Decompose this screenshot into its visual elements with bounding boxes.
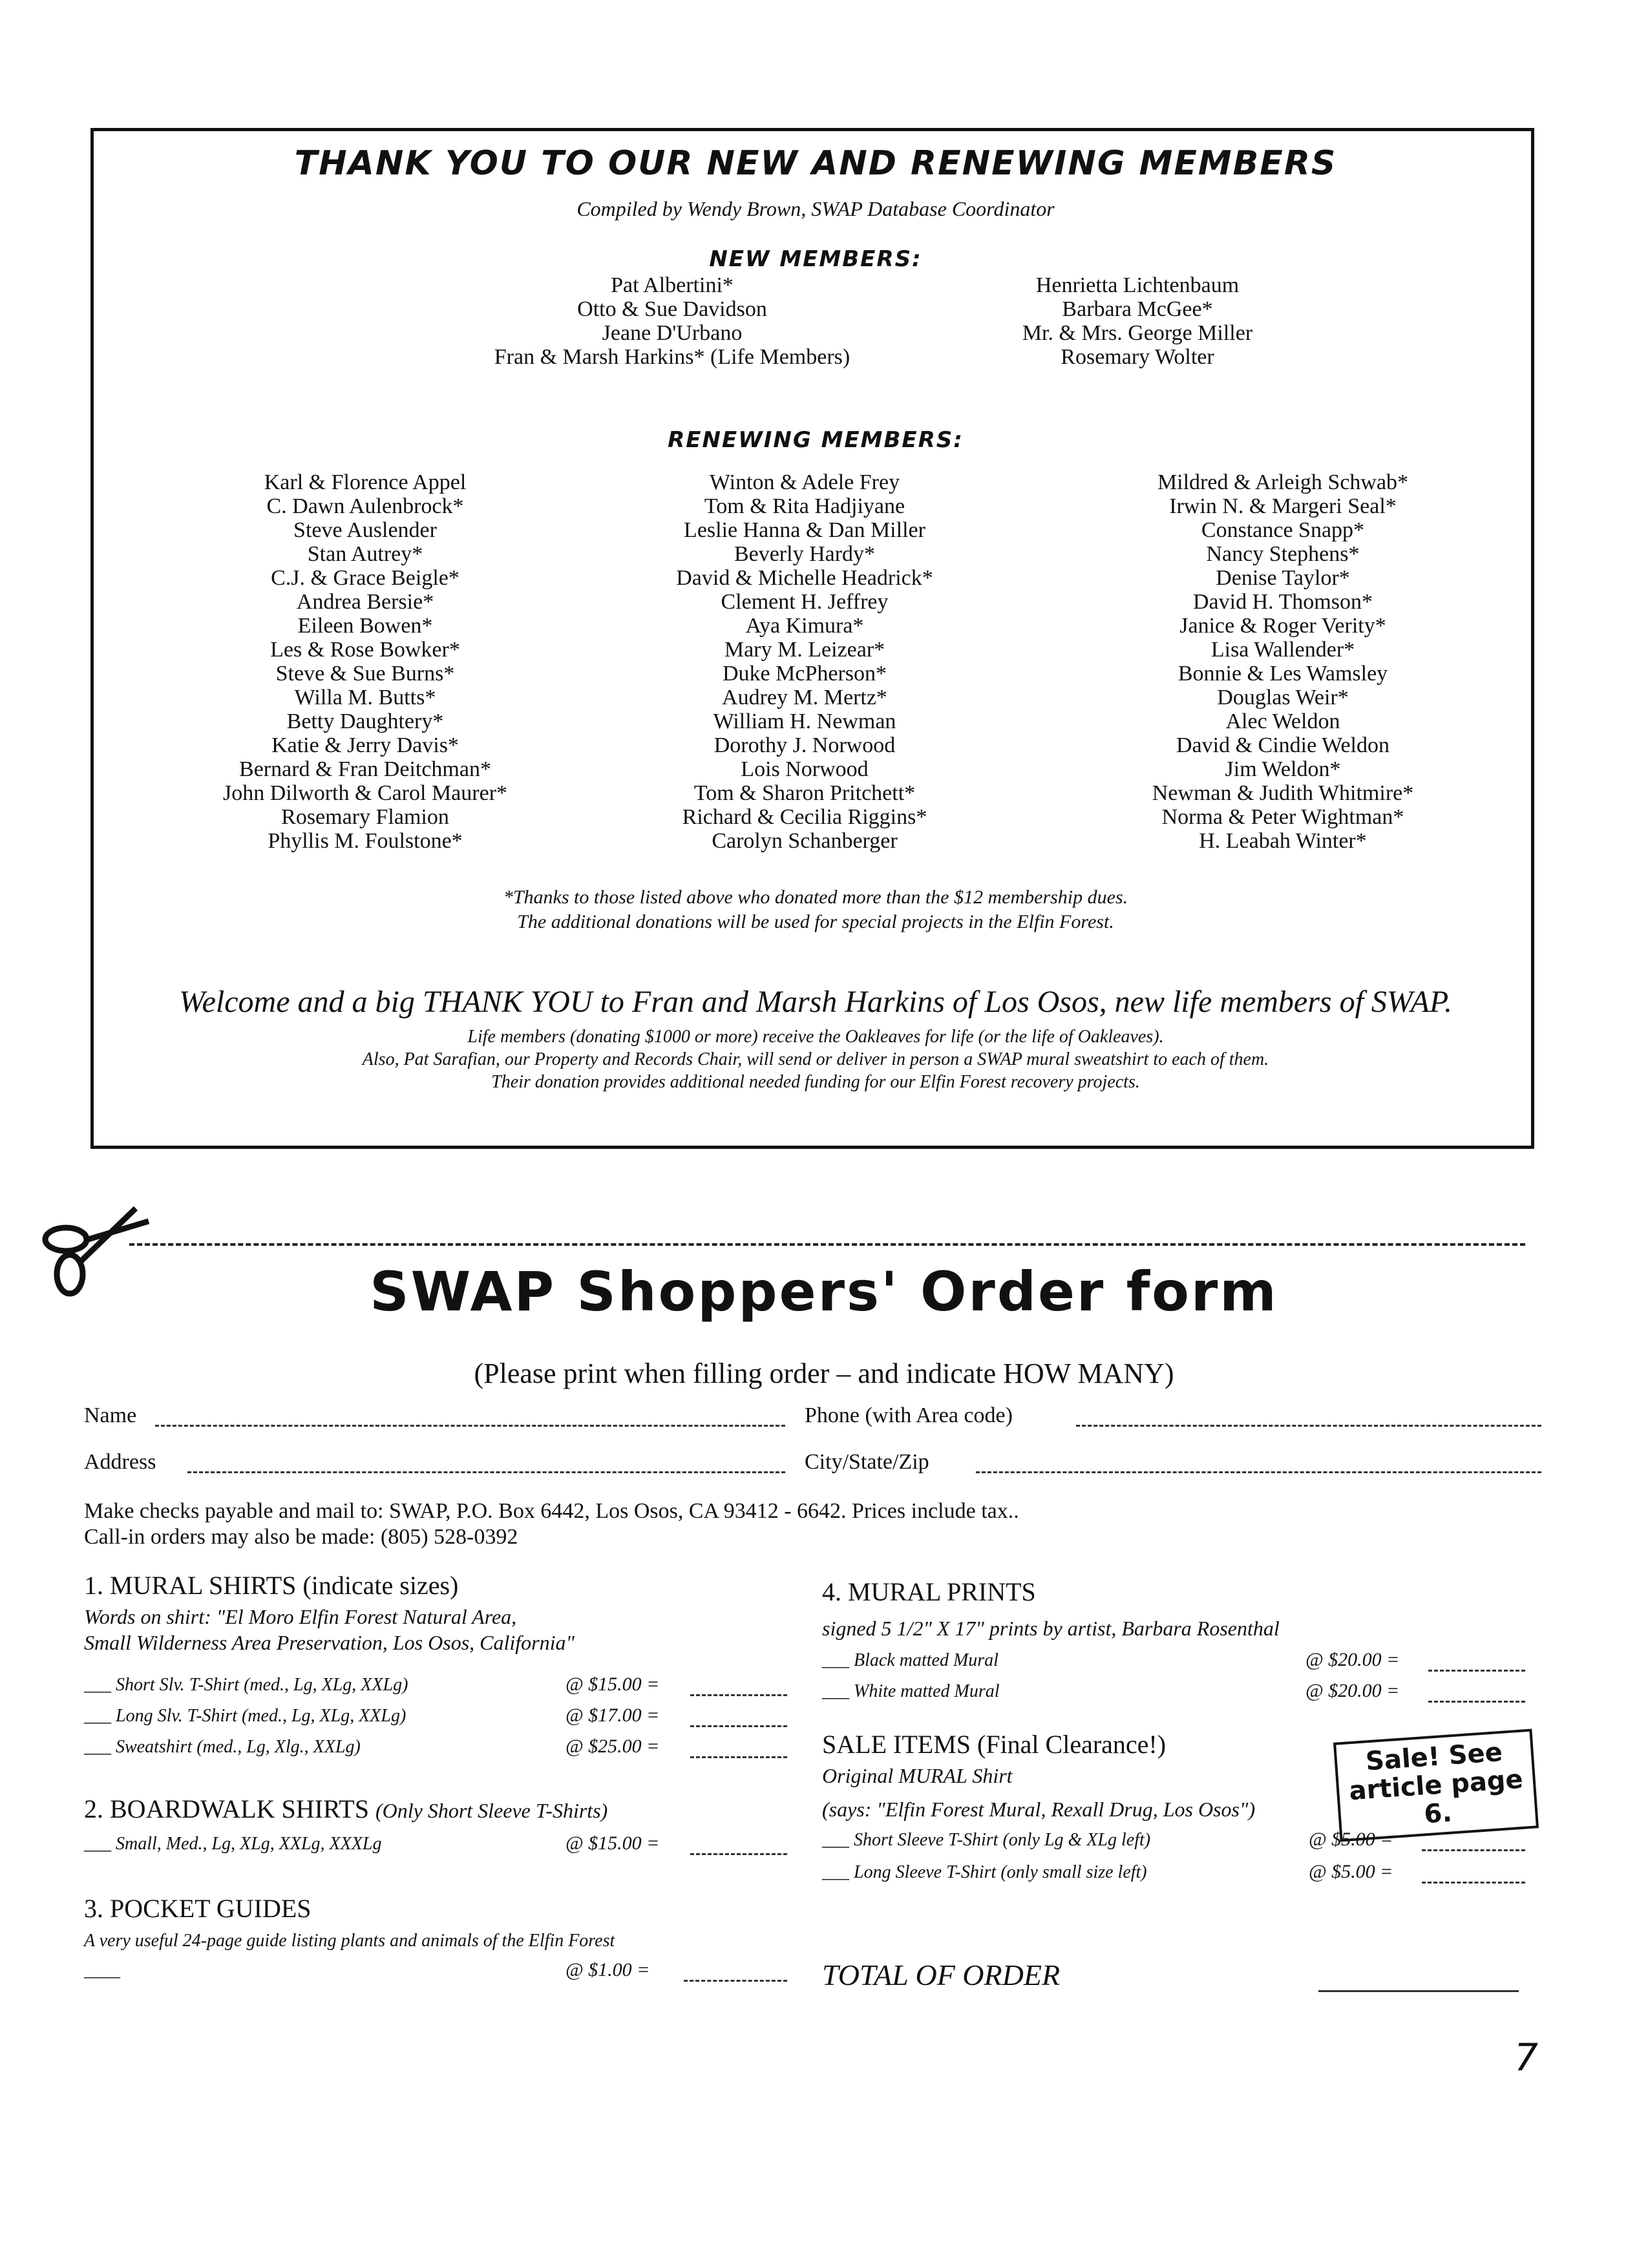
list-item: C. Dawn Aulenbrock* [266, 494, 464, 518]
checks-info: Make checks payable and mail to: SWAP, P.O. Box 6442, Los Osos, CA 93412 - 6642. Prices include tax.. [84, 1499, 1019, 1523]
list-item: Duke McPherson* [722, 662, 887, 686]
list-item: Nancy Stephens* [1206, 542, 1360, 566]
list-item: John Dilworth & Carol Maurer* [222, 781, 508, 805]
list-item: H. Leabah Winter* [1199, 829, 1367, 853]
life-note-3: Their donation provides additional needed funding for our Elfin Forest recovery projects. [491, 1072, 1140, 1092]
list-item: Newman & Judith Whitmire* [1152, 781, 1414, 805]
price-white-matted: @ $20.00 = [1305, 1680, 1400, 1701]
boardwalk-title: 2. BOARDWALK SHIRTS [84, 1794, 369, 1823]
list-item: Betty Daughtery* [286, 709, 444, 733]
form-instructions: (Please print when filling order – and indicate HOW MANY) [474, 1358, 1174, 1389]
list-item: Dorothy J. Norwood [713, 733, 896, 757]
list-item: Carolyn Schanberger [712, 829, 898, 853]
donation-note-1: *Thanks to those listed above who donated more than the $12 membership dues. [503, 887, 1128, 908]
qty-black-matted[interactable] [1428, 1670, 1525, 1672]
compiled-by: Compiled by Wendy Brown, SWAP Database Coordinator [576, 197, 1055, 220]
phone-label: Phone (with Area code) [805, 1403, 1013, 1427]
phone-field[interactable] [1076, 1425, 1541, 1427]
item-pocket-guide: ____ [84, 1960, 120, 1980]
list-item: Alec Weldon [1225, 709, 1340, 733]
section-boardwalk-shirts [84, 1794, 607, 1824]
callin-info: Call-in orders may also be made: (805) 528-0392 [84, 1525, 518, 1549]
section-mural-shirts: 1. MURAL SHIRTS (indicate sizes) [84, 1571, 459, 1600]
section-mural-prints: 4. MURAL PRINTS [822, 1577, 1036, 1606]
item-sweatshirt: ___ Sweatshirt (med., Lg, Xlg., XXLg) [84, 1737, 361, 1757]
renewing-col-2 [578, 470, 1031, 853]
list-item: Jeane D'Urbano [602, 321, 743, 345]
qty-short-sleeve[interactable] [690, 1694, 787, 1696]
list-item: Steve & Sue Burns* [275, 662, 455, 686]
life-note-1: Life members (donating $1000 or more) receive the Oakleaves for life (or the life of Oakleaves). [467, 1027, 1164, 1047]
list-item: Willa M. Butts* [294, 686, 436, 709]
qty-sale-long[interactable] [1422, 1882, 1525, 1884]
list-item: Irwin N. & Margeri Seal* [1169, 494, 1397, 518]
list-item: Winton & Adele Frey [709, 470, 900, 494]
renewing-col-3 [1063, 470, 1503, 853]
list-item: David & Cindie Weldon [1176, 733, 1389, 757]
qty-boardwalk[interactable] [690, 1853, 787, 1855]
list-item: Henrietta Lichtenbaum [1035, 273, 1240, 297]
new-members-heading: NEW MEMBERS: [709, 246, 922, 272]
list-item: Richard & Cecilia Riggins* [682, 805, 927, 829]
item-long-sleeve: ___ Long Slv. T-Shirt (med., Lg, XLg, XXLg) [84, 1706, 407, 1726]
qty-long-sleeve[interactable] [690, 1725, 787, 1727]
list-item: Stan Autrey* [307, 542, 423, 566]
mural-words-2: Small Wilderness Area Preservation, Los Osos, California" [84, 1631, 575, 1654]
list-item: Mildred & Arleigh Schwab* [1157, 470, 1409, 494]
list-item: Lois Norwood [741, 757, 869, 781]
item-sale-long: ___ Long Sleeve T-Shirt (only small size left) [822, 1862, 1147, 1882]
item-black-matted: ___ Black matted Mural [822, 1650, 998, 1670]
members-title: THANK YOU TO OUR NEW AND RENEWING MEMBERS [294, 144, 1337, 183]
list-item: Steve Auslender [293, 518, 437, 542]
list-item: Rosemary Flamion [281, 805, 449, 829]
donation-note-2: The additional donations will be used for special projects in the Elfin Forest. [517, 911, 1114, 932]
list-item: Pat Albertini* [611, 273, 734, 297]
list-item: William H. Newman [713, 709, 896, 733]
order-form-title: SWAP Shoppers' Order form [370, 1260, 1278, 1323]
price-long-sleeve: @ $17.00 = [565, 1705, 660, 1726]
list-item: C.J. & Grace Beigle* [271, 566, 460, 590]
item-boardwalk: ___ Small, Med., Lg, XLg, XXLg, XXXLg [84, 1834, 382, 1854]
item-sale-short: ___ Short Sleeve T-Shirt (only Lg & XLg left) [822, 1830, 1151, 1850]
address-label: Address [84, 1450, 156, 1474]
section-pocket-guides: 3. POCKET GUIDES [84, 1894, 312, 1923]
list-item: Douglas Weir* [1217, 686, 1349, 709]
qty-sale-short[interactable] [1422, 1849, 1525, 1851]
list-item: Mary M. Leizear* [724, 638, 885, 662]
city-label: City/State/Zip [805, 1450, 929, 1474]
list-item: Otto & Sue Davidson [577, 297, 767, 321]
price-sweatshirt: @ $25.00 = [565, 1736, 660, 1757]
list-item: Tom & Rita Hadjiyane [704, 494, 905, 518]
pocket-guide-desc: A very useful 24-page guide listing plants and animals of the Elfin Forest [84, 1931, 615, 1951]
list-item: Eileen Bowen* [297, 614, 433, 638]
list-item: Bonnie & Les Wamsley [1178, 662, 1388, 686]
cut-line [129, 1243, 1525, 1246]
life-note-2: Also, Pat Sarafian, our Property and Records Chair, will send or deliver in person a SWAP mural sweatshirt to each of them. [362, 1049, 1269, 1069]
section-sale-items: SALE ITEMS (Final Clearance!) [822, 1730, 1167, 1759]
name-label: Name [84, 1403, 137, 1427]
mural-prints-desc: signed 5 1/2" X 17" prints by artist, Barbara Rosenthal [822, 1617, 1280, 1640]
price-boardwalk: @ $15.00 = [565, 1832, 660, 1854]
list-item: Norma & Peter Wightman* [1161, 805, 1404, 829]
list-item: Fran & Marsh Harkins* (Life Members) [494, 345, 850, 369]
list-item: Aya Kimura* [745, 614, 864, 638]
list-item: Tom & Sharon Pritchett* [693, 781, 916, 805]
members-box [90, 128, 1534, 1149]
page-number: 7 [1514, 2035, 1538, 2079]
list-item: Katie & Jerry Davis* [271, 733, 459, 757]
list-item: Lisa Wallender* [1210, 638, 1355, 662]
list-item: Andrea Bersie* [296, 590, 434, 614]
price-short-sleeve: @ $15.00 = [565, 1674, 660, 1695]
price-black-matted: @ $20.00 = [1305, 1649, 1400, 1670]
list-item: Audrey M. Mertz* [722, 686, 887, 709]
sale-badge: Sale! See article page 6. [1333, 1728, 1539, 1842]
list-item: Les & Rose Bowker* [270, 638, 460, 662]
list-item: Bernard & Fran Deitchman* [239, 757, 491, 781]
mural-words-1: Words on shirt: "El Moro Elfin Forest Natural Area, [84, 1605, 517, 1628]
boardwalk-note: (Only Short Sleeve T-Shirts) [375, 1799, 608, 1822]
list-item: Clement H. Jeffrey [721, 590, 889, 614]
total-field[interactable] [1318, 1990, 1519, 1992]
list-item: David & Michelle Headrick* [676, 566, 933, 590]
list-item: David H. Thomson* [1193, 590, 1373, 614]
item-white-matted: ___ White matted Mural [822, 1681, 1000, 1701]
name-field[interactable] [155, 1425, 785, 1427]
price-sale-long: @ $5.00 = [1309, 1861, 1393, 1882]
qty-white-matted[interactable] [1428, 1701, 1525, 1703]
list-item: Constance Snapp* [1201, 518, 1365, 542]
welcome-line: Welcome and a big THANK YOU to Fran and Marsh Harkins of Los Osos, new life members of SWAP. [179, 985, 1452, 1019]
price-pocket-guide: @ $1.00 = [565, 1959, 650, 1980]
sale-says: (says: "Elfin Forest Mural, Rexall Drug, Los Osos") [822, 1798, 1256, 1821]
list-item: Janice & Roger Verity* [1179, 614, 1386, 638]
item-short-sleeve: ___ Short Slv. T-Shirt (med., Lg, XLg, XXLg) [84, 1675, 408, 1695]
qty-pocket-guide[interactable] [684, 1980, 787, 1982]
list-item: Beverly Hardy* [734, 542, 876, 566]
new-members-right [879, 273, 1396, 369]
total-label: TOTAL OF ORDER [822, 1958, 1061, 1991]
list-item: Barbara McGee* [1062, 297, 1213, 321]
list-item: Mr. & Mrs. George Miller [1022, 321, 1253, 345]
list-item: Rosemary Wolter [1061, 345, 1214, 369]
address-field[interactable] [187, 1471, 785, 1473]
list-item: Jim Weldon* [1225, 757, 1341, 781]
price-sale-short: @ $5.00 = [1309, 1829, 1393, 1850]
list-item: Denise Taylor* [1216, 566, 1350, 590]
list-item: Karl & Florence Appel [264, 470, 467, 494]
list-item: Phyllis M. Foulstone* [268, 829, 463, 853]
renewing-members-heading: RENEWING MEMBERS: [668, 427, 964, 453]
sale-subtitle: Original MURAL Shirt [822, 1764, 1013, 1787]
city-field[interactable] [976, 1471, 1541, 1473]
renewing-col-1 [139, 470, 591, 853]
list-item: Leslie Hanna & Dan Miller [684, 518, 925, 542]
qty-sweatshirt[interactable] [690, 1756, 787, 1758]
